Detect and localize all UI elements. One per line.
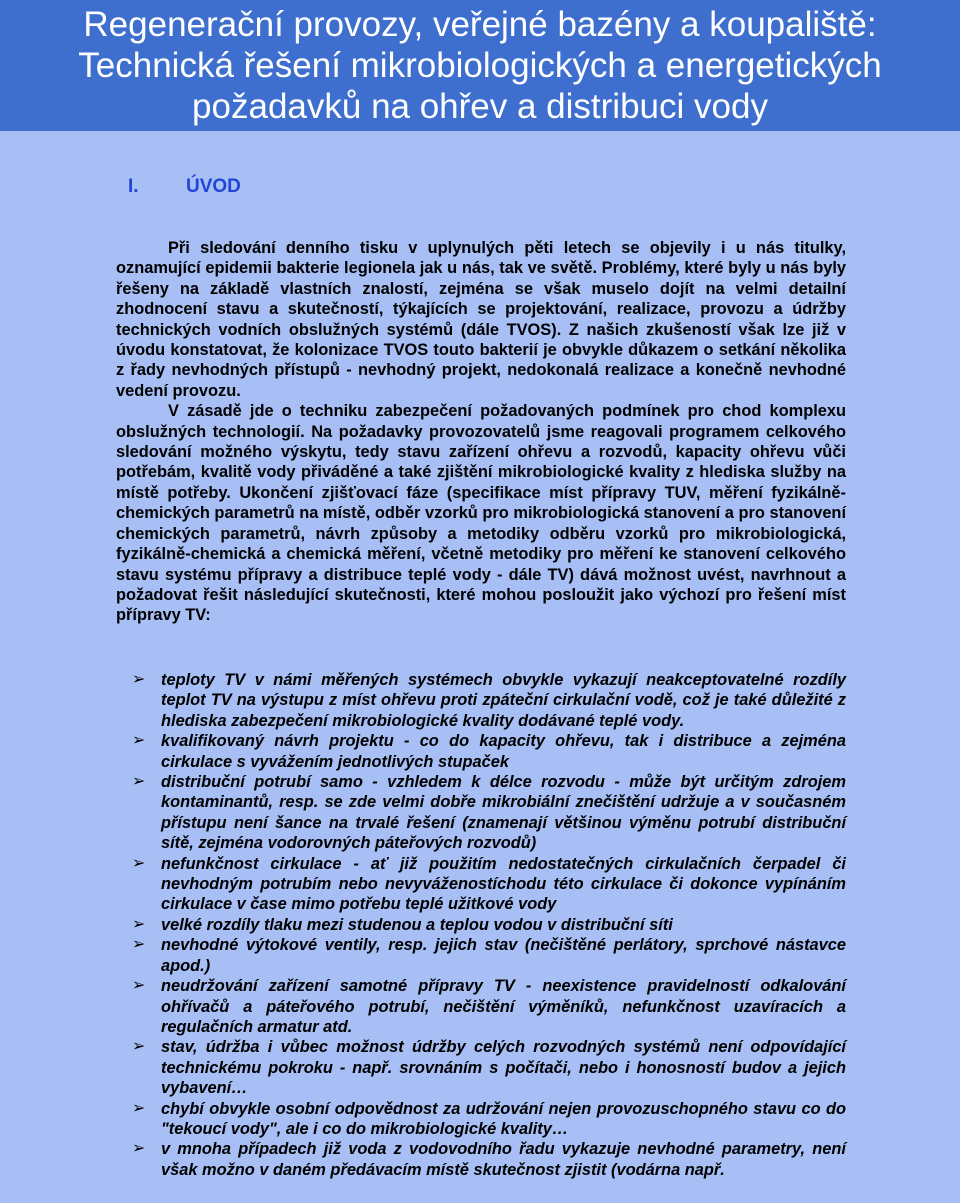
document-title xyxy=(20,4,940,127)
requirements-list xyxy=(132,670,846,1180)
list-item-text: nefunkčnost cirkulace - ať již použitím nedostatečných cirkulačních čerpadel či nevhodným potrubím nebo nevyváženostíchodu této cirkulace či dokonce vypínáním cirkulace v čase mimo potřebu teplé užitkové vody xyxy=(161,854,846,914)
arrow-bullet-icon: ➢ xyxy=(132,915,146,933)
section-title: ÚVOD xyxy=(186,176,241,197)
list-item xyxy=(132,935,846,976)
title-line-3: požadavků na ohřev a distribuci vody xyxy=(192,87,768,126)
list-item-text: chybí obvykle osobní odpovědnost za udržování nejen provozuschopného stavu co do "tekoucí vody", ale i co do mikrobiologické kvality… xyxy=(161,1099,846,1138)
list-item xyxy=(132,1099,846,1140)
paragraph: V zásadě jde o techniku zabezpečení požadovaných podmínek pro chod komplexu obslužných technologií. Na požadavky provozovatelů jsme reagovali programem celkového sledování možného výskytu, tedy stavu zařízení ohřevu a rozvodů, kapacity ohřevu vůči potřebám, kvalitě vody přiváděné a také zjištění mikrobiologické kvality z hlediska služby na místě potřeby. Ukončení zjišťovací fáze (specifikace míst přípravy TUV, měření fyzikálně-chemických parametrů na místě, odběr vzorků pro mikrobiologická stanovení a pro stanovení chemických parametrů, návrh způsoby a metodiky odběru vzorků pro mikrobiologická, fyzikálně-chemická a chemická měření, včetně metodiky pro měření ke stanovení celkového stavu systému přípravy a distribuce teplé vody - dále TV) dává možnost uvést, navrhnout a požadovat řešit následující skutečnosti, které mohou posloužit jako výchozí pro řešení míst přípravy TV: xyxy=(116,402,846,625)
list-item-text: velké rozdíly tlaku mezi studenou a teplou vodou v distribuční síti xyxy=(161,915,673,934)
intro-body xyxy=(116,238,846,626)
section-heading xyxy=(128,175,241,199)
list-item xyxy=(132,731,846,772)
section-number: I. xyxy=(128,176,139,197)
arrow-bullet-icon: ➢ xyxy=(132,1038,146,1056)
list-item xyxy=(132,976,846,1037)
title-banner xyxy=(0,0,960,131)
list-item-text: v mnoha případech již voda z vodovodního řadu vykazuje nevhodné parametry, není však možno v daném předávacím místě skutečnost zjistit (vodárna např. xyxy=(161,1140,846,1179)
list-item-text: neudržování zařízení samotné přípravy TV - neexistence pravidelností odkalování ohřívačů a páteřového potrubí, nečištění výměníků, nefunkčnost uzavíracích a regulačních armatur atd. xyxy=(161,977,846,1036)
arrow-bullet-icon: ➢ xyxy=(132,671,146,688)
arrow-bullet-icon: ➢ xyxy=(132,1140,146,1158)
arrow-bullet-icon: ➢ xyxy=(132,854,146,872)
list-item xyxy=(132,915,846,935)
list-item-text: kvalifikovaný návrh projektu - co do kapacity ohřevu, tak i distribuce a zejména cirkulace s vyvážením jednotlivých stupaček xyxy=(161,732,846,771)
list-item xyxy=(132,670,846,731)
list-item xyxy=(132,1037,846,1098)
arrow-bullet-icon: ➢ xyxy=(132,1099,146,1117)
arrow-bullet-icon: ➢ xyxy=(132,773,146,791)
title-line-1: Regenerační provozy, veřejné bazény a koupaliště: xyxy=(83,5,877,44)
paragraph: Při sledování denního tisku v uplynulých pěti letech se objevily i u nás titulky, oznamující epidemii bakterie legionela jak u nás, tak ve světě. Problémy, které byly u nás byly řešeny na základě vlastních znalostí, zejména se však muselo dojít na velmi detailní zhodnocení stavu a skutečností, týkajících se projektování, realizace, provozu a údržby technických vodních obslužných systémů (dále TVOS). Z našich zkušeností však lze již v úvodu konstatovat, že kolonizace TVOS touto bakterií je obvykle důkazem o setkání několika z řady nevhodných přístupů - nevhodný projekt, nedokonalá realizace a konečně nevhodné vedení provozu. xyxy=(116,239,846,400)
list-item xyxy=(132,854,846,915)
list-item-text: stav, údržba i vůbec možnost údržby celých rozvodných systémů není odpovídající technickému pokroku - např. srovnáním s počítači, nebo i honosností budov a jejich vybavení… xyxy=(161,1038,846,1098)
list-item-text: nevhodné výtokové ventily, resp. jejich stav (nečištěné perlátory, sprchové nástavce apod.) xyxy=(161,936,846,975)
list-item xyxy=(132,1139,846,1180)
title-line-2: Technická řešení mikrobiologických a energetických xyxy=(78,46,882,85)
arrow-bullet-icon: ➢ xyxy=(132,977,146,995)
list-item-text: distribuční potrubí samo - vzhledem k délce rozvodu - může být určitým zdrojem kontaminantů, resp. se zde velmi dobře mikrobiální znečištění udržuje a v současném přístupu není šance na trvalé řešení (znamenají většinou výměnu potrubí distribuční sítě, zejména vodorovných páteřových rozvodů) xyxy=(161,773,846,853)
list-item xyxy=(132,772,846,854)
arrow-bullet-icon: ➢ xyxy=(132,732,146,750)
arrow-bullet-icon: ➢ xyxy=(132,936,146,954)
list-item-text: teploty TV v námi měřených systémech obvykle vykazují neakceptovatelné rozdíly teplot TV na výstupu z míst ohřevu proti zpáteční cirkulační vodě, což je také důležité z hlediska zabezpečení mikrobiologické kvality dodávané teplé vody. xyxy=(161,671,846,730)
